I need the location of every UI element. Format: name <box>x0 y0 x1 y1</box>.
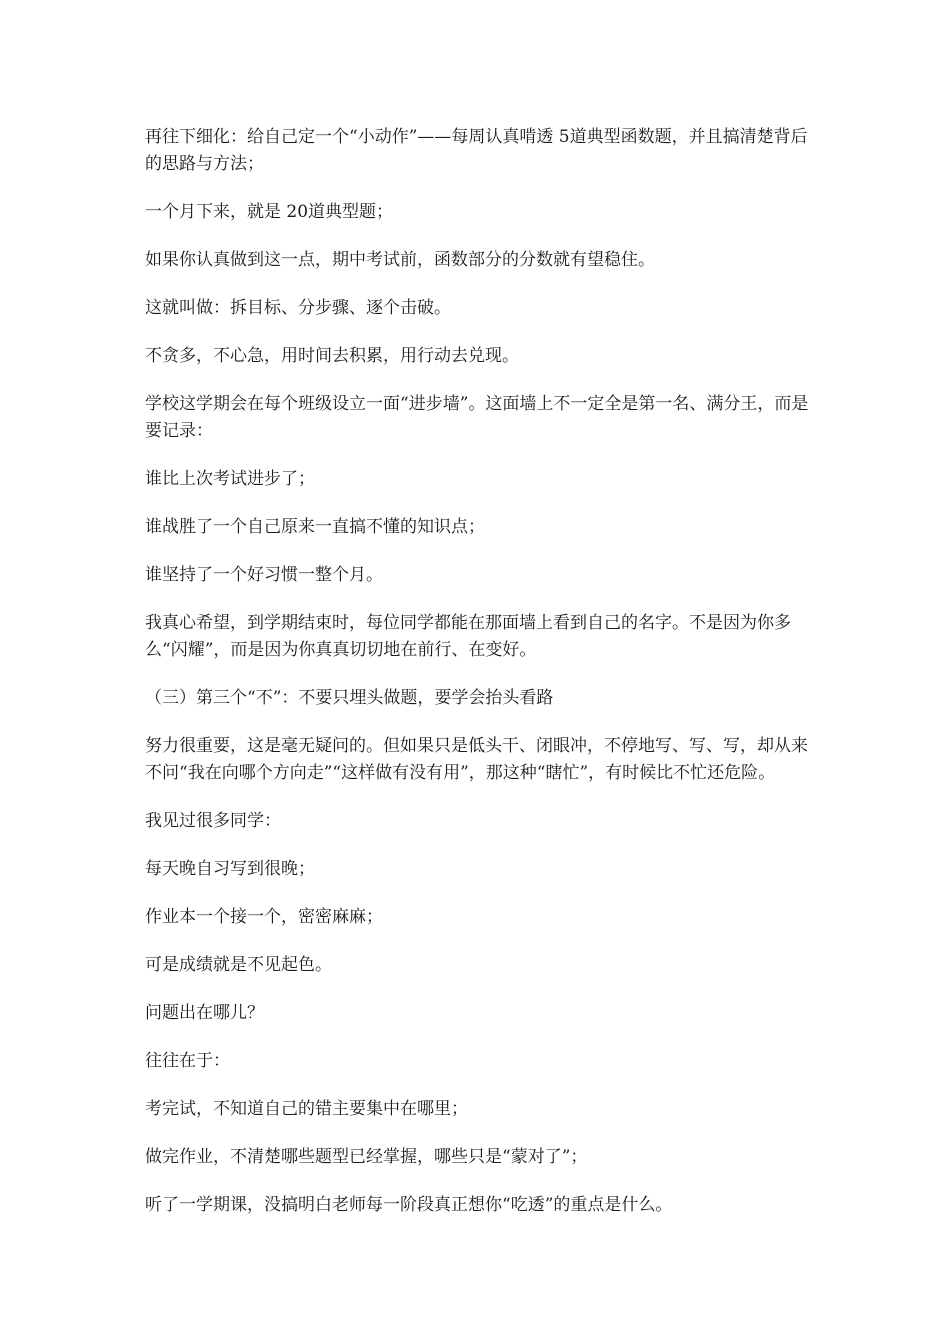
document-body <box>145 124 815 1240</box>
paragraph: 谁战胜了一个自己原来一直搞不懂的知识点； <box>145 517 485 537</box>
paragraph: 每天晚自习写到很晚； <box>145 859 315 879</box>
paragraph: 考完试，不知道自己的错主要集中在哪里； <box>145 1099 468 1119</box>
paragraph: 作业本一个接一个，密密麻麻； <box>145 907 383 927</box>
paragraph: 努力很重要，这是毫无疑问的。但如果只是低头干、闭眼冲，不停地写、写、写，却从来不问“我在向哪个方向走”“这样做有没有用”，那这种“瞎忙”，有时候比不忙还危险。 <box>145 736 808 783</box>
paragraph: 这就叫做：拆目标、分步骤、逐个击破。 <box>145 298 451 318</box>
paragraph: 不贪多，不心急，用时间去积累，用行动去兑现。 <box>145 346 519 366</box>
paragraph: 做完作业，不清楚哪些题型已经掌握，哪些只是“蒙对了”； <box>145 1147 588 1167</box>
paragraph: 学校这学期会在每个班级设立一面“进步墙”。这面墙上不一定全是第一名、满分王，而是要记录： <box>145 394 809 441</box>
paragraph: 再往下细化：给自己定一个“小动作”——每周认真啃透 5道典型函数题，并且搞清楚背后的思路与方法； <box>145 127 808 174</box>
paragraph: 谁坚持了一个好习惯一整个月。 <box>145 565 383 585</box>
paragraph: 问题出在哪儿？ <box>145 1003 264 1023</box>
paragraph: 谁比上次考试进步了； <box>145 469 315 489</box>
paragraph: 如果你认真做到这一点，期中考试前，函数部分的分数就有望稳住。 <box>145 250 655 270</box>
section-heading: （三）第三个“不”：不要只埋头做题，要学会抬头看路 <box>145 688 554 708</box>
paragraph: 听了一学期课，没搞明白老师每一阶段真正想你“吃透”的重点是什么。 <box>145 1195 673 1215</box>
paragraph: 可是成绩就是不见起色。 <box>145 955 332 975</box>
paragraph: 往往在于： <box>145 1051 230 1071</box>
paragraph: 一个月下来，就是 20道典型题； <box>145 202 394 222</box>
paragraph: 我见过很多同学： <box>145 811 281 831</box>
paragraph: 我真心希望，到学期结束时，每位同学都能在那面墙上看到自己的名字。不是因为你多么“闪耀”，而是因为你真真切切地在前行、在变好。 <box>145 613 791 660</box>
